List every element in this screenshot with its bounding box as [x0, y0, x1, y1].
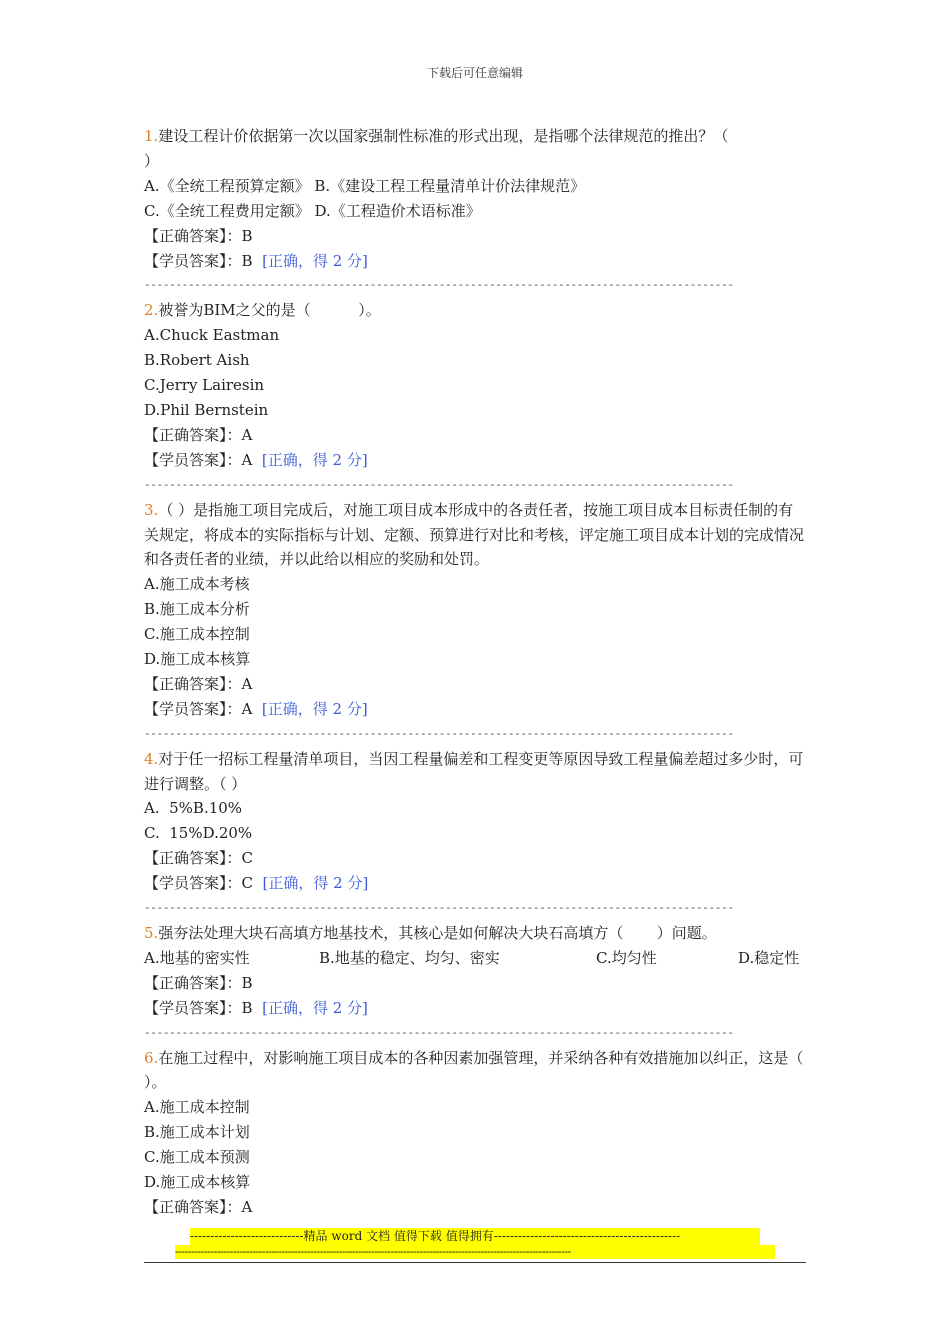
correct-answer: 【正确答案】：C	[144, 849, 253, 868]
option-a: A.Chuck Eastman	[144, 326, 280, 345]
status-badge: [正确，得 2 分]	[262, 874, 369, 893]
student-answer: 【学员答案】：C [正确，得 2 分]	[144, 874, 369, 893]
separator: ----------------------------------------------------------------------------------------------	[144, 726, 734, 740]
option-b: B.施工成本分析	[144, 600, 250, 619]
question-number: 4.	[144, 749, 159, 768]
option-a: A.施工成本控制	[144, 1098, 250, 1117]
question-3	[144, 498, 806, 747]
student-answer: 【学员答案】：B [正确，得 2 分]	[144, 251, 368, 270]
option-d: D.Phil Bernstein	[144, 400, 269, 419]
option-d: D.稳定性	[738, 948, 800, 967]
question-1	[144, 124, 806, 298]
option-line: A. 5%B.10%	[144, 799, 243, 818]
student-answer: 【学员答案】：A [正确，得 2 分]	[144, 699, 368, 718]
option-c: C.施工成本预测	[144, 1148, 250, 1167]
question-text: 5.强夯法处理大块石高填方地基技术，其核心是如何解决大块石高填方（ ）问题。	[144, 924, 717, 942]
question-text: 4.对于任一招标工程量清单项目，当因工程量偏差和工程变更等原因导致工程量偏差超过多少时，可进行调整。（ ）	[144, 749, 804, 793]
question-number: 3.	[144, 500, 159, 519]
student-answer: 【学员答案】：B [正确，得 2 分]	[144, 998, 368, 1017]
separator: ----------------------------------------------------------------------------------------------	[144, 901, 734, 915]
status-badge: [正确，得 2 分]	[261, 699, 368, 718]
option-line: C.《全统工程费用定额》 D.《工程造价术语标准》	[144, 201, 481, 220]
correct-answer: 【正确答案】：B	[144, 226, 253, 245]
option-a: A.施工成本考核	[144, 575, 250, 594]
question-6	[144, 1046, 806, 1220]
option-line: A.《全统工程预算定额》 B.《建设工程工程量清单计价法律规范》	[144, 176, 586, 195]
option-d: D.施工成本核算	[144, 1173, 251, 1192]
option-c: C.Jerry Lairesin	[144, 376, 265, 395]
option-b: B.Robert Aish	[144, 351, 250, 370]
footer-highlight-line-1: ----------------------------精品 word 文档 值得下载 值得拥有----------------------------------------------	[190, 1228, 760, 1245]
student-answer: 【学员答案】：A [正确，得 2 分]	[144, 450, 368, 469]
correct-answer: 【正确答案】：A	[144, 425, 253, 444]
option-b: B.施工成本计划	[144, 1123, 250, 1142]
footer-highlight-line-2: ---------------------------------------------------------------------------------------------------------------------------	[175, 1245, 775, 1259]
separator: ----------------------------------------------------------------------------------------------	[144, 1025, 734, 1039]
status-badge: [正确，得 2 分]	[262, 998, 368, 1017]
separator: ----------------------------------------------------------------------------------------------	[144, 477, 734, 491]
status-badge: [正确，得 2 分]	[262, 251, 368, 270]
question-list	[144, 124, 806, 1220]
question-4	[144, 747, 806, 921]
correct-answer: 【正确答案】：A	[144, 1197, 253, 1216]
correct-answer: 【正确答案】：B	[144, 973, 253, 992]
option-b: B.地基的稳定、均匀、密实	[319, 948, 500, 967]
question-text: 2.被誉为BIM之父的是（ ）。	[144, 301, 381, 320]
question-text: 3.（ ）是指施工项目完成后，对施工项目成本形成中的各责任者，按施工项目成本目标责任制的有关规定，将成本的实际指标与计划、定额、预算进行对比和考核，评定施工项目成本计划的完成情况和各责任者的业绩，并以此给以相应的奖励和处罚。	[144, 500, 805, 569]
question-5	[144, 921, 806, 1046]
question-text: 6.在施工过程中，对影响施工项目成本的各种因素加强管理，并采纳各种有效措施加以纠正，这是（ ）。	[144, 1048, 804, 1092]
option-line: C. 15%D.20%	[144, 824, 253, 843]
question-text-cont: ）	[144, 151, 160, 170]
option-d: D.施工成本核算	[144, 650, 251, 669]
status-badge: [正确，得 2 分]	[261, 450, 368, 469]
question-number: 2.	[144, 301, 159, 320]
question-number: 1.	[144, 127, 159, 145]
option-a: A.地基的密实性	[144, 948, 250, 967]
option-c: C.均匀性	[596, 948, 657, 967]
option-c: C.施工成本控制	[144, 625, 250, 644]
question-number: 6.	[144, 1048, 159, 1067]
question-text: 1.建设工程计价依据第一次以国家强制性标准的形式出现，是指哪个法律规范的推出？（	[144, 127, 729, 145]
page-header: 下载后可任意编辑	[426, 66, 523, 80]
question-number: 5.	[144, 924, 159, 942]
question-2	[144, 298, 806, 497]
correct-answer: 【正确答案】：A	[144, 674, 253, 693]
footer-divider	[144, 1262, 806, 1263]
options-row	[144, 946, 806, 971]
separator: ----------------------------------------------------------------------------------------------	[144, 278, 734, 292]
